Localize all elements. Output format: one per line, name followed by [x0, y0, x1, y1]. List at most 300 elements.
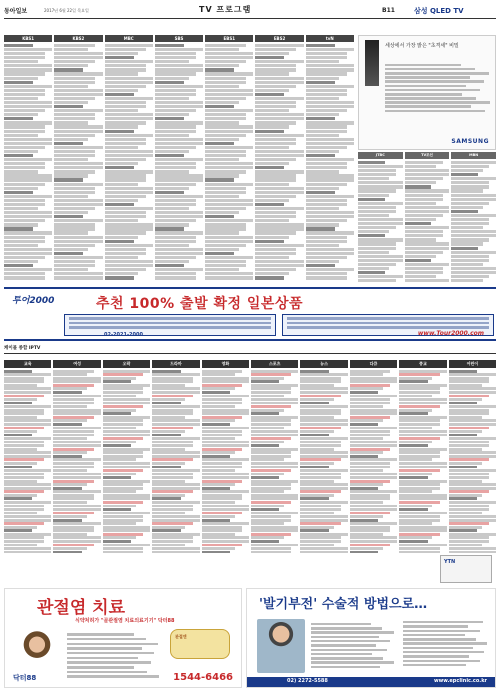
program-line — [155, 252, 203, 255]
program-line — [255, 146, 289, 149]
program-line — [399, 519, 439, 522]
program-line — [255, 117, 303, 120]
program-line — [449, 490, 489, 493]
program-line — [105, 109, 139, 112]
program-line — [202, 533, 235, 536]
program-line — [152, 508, 192, 511]
program-line — [54, 187, 95, 190]
program-line — [53, 451, 86, 454]
terrestrial-schedule-grid — [4, 35, 354, 285]
program-line — [255, 203, 284, 206]
program-line — [306, 207, 340, 210]
program-line — [54, 195, 88, 198]
program-line — [251, 380, 279, 383]
channel-header[interactable]: MBC — [105, 35, 153, 42]
program-line — [155, 199, 196, 202]
program-line — [4, 93, 45, 96]
program-line — [399, 444, 427, 447]
program-line — [4, 451, 51, 454]
program-line — [155, 134, 189, 137]
program-line — [350, 483, 383, 486]
program-line — [358, 230, 389, 233]
program-line — [4, 391, 51, 394]
program-line — [251, 494, 298, 497]
program-line — [152, 387, 199, 390]
program-line — [449, 434, 477, 437]
program-line — [350, 370, 390, 373]
program-line — [105, 183, 139, 186]
program-line — [54, 89, 102, 92]
program-line — [306, 236, 347, 239]
program-line — [306, 276, 347, 279]
program-line — [152, 384, 185, 387]
program-line — [255, 101, 296, 104]
program-line — [103, 526, 150, 529]
program-line — [306, 89, 347, 92]
program-line — [251, 430, 298, 433]
program-line — [205, 72, 253, 75]
program-line — [54, 97, 95, 100]
clinic-phone[interactable]: 02) 2272-5588 — [287, 678, 328, 684]
channel-header[interactable]: 어린이 — [449, 360, 496, 368]
program-line — [205, 60, 246, 63]
channel-header[interactable]: 오락 — [103, 360, 150, 368]
program-line — [255, 268, 296, 271]
program-line — [54, 138, 88, 141]
program-line — [202, 476, 249, 479]
program-line — [350, 529, 390, 532]
program-line — [251, 419, 291, 422]
program-line — [449, 455, 496, 458]
program-line — [306, 146, 347, 149]
program-line — [103, 473, 136, 476]
program-line — [53, 469, 86, 472]
program-line — [205, 195, 239, 198]
program-line — [350, 551, 378, 554]
program-line — [54, 72, 102, 75]
channel-header[interactable]: KBS1 — [4, 35, 52, 42]
tour-headline: 추천 100% 출발 확정 일본상품 — [96, 296, 303, 312]
program-line — [4, 387, 51, 390]
program-line — [451, 234, 496, 237]
program-line — [103, 391, 143, 394]
program-line — [205, 252, 234, 255]
program-line — [449, 402, 477, 405]
program-line — [54, 68, 83, 71]
program-line — [103, 427, 136, 430]
program-line — [155, 276, 196, 279]
program-line — [449, 466, 477, 469]
program-line — [399, 434, 446, 437]
product-name: 관절엔 — [175, 634, 187, 639]
program-line — [53, 462, 93, 465]
program-line — [202, 377, 249, 380]
program-line — [4, 448, 37, 451]
program-line — [202, 494, 242, 497]
program-line — [54, 130, 102, 133]
program-line — [451, 267, 496, 270]
program-line — [105, 105, 146, 108]
program-line — [105, 207, 153, 210]
program-line — [306, 52, 347, 55]
program-line — [306, 72, 347, 75]
program-line — [306, 60, 340, 63]
program-line — [251, 508, 279, 511]
program-line — [105, 97, 153, 100]
program-line — [4, 138, 52, 141]
program-line — [306, 227, 335, 230]
program-line — [405, 218, 436, 221]
program-line — [449, 536, 489, 539]
program-line — [54, 134, 95, 137]
schedule-listing — [251, 368, 298, 585]
program-line — [399, 455, 439, 458]
program-line — [54, 150, 95, 153]
program-line — [255, 109, 289, 112]
program-line — [350, 377, 397, 380]
clinic-ad[interactable] — [246, 588, 496, 688]
program-line — [105, 187, 153, 190]
program-line — [54, 272, 102, 275]
program-line — [105, 244, 153, 247]
program-line — [251, 547, 291, 550]
program-line — [350, 384, 390, 387]
program-line — [251, 505, 284, 508]
program-line — [300, 377, 340, 380]
program-line — [103, 519, 143, 522]
ytn-label: YTN — [444, 559, 456, 565]
program-line — [300, 419, 347, 422]
program-line — [4, 416, 37, 419]
joint-ad-phone[interactable]: 1544-6466 — [173, 672, 233, 683]
program-line — [155, 162, 196, 165]
program-line — [103, 490, 136, 493]
program-line — [205, 101, 239, 104]
program-line — [399, 536, 432, 539]
program-line — [255, 56, 284, 59]
program-line — [202, 466, 242, 469]
program-line — [449, 501, 496, 504]
program-line — [255, 199, 289, 202]
program-line — [105, 89, 139, 92]
program-line — [105, 93, 134, 96]
program-line — [152, 416, 185, 419]
program-line — [358, 259, 403, 262]
program-line — [399, 473, 432, 476]
program-line — [306, 223, 340, 226]
samsung-ad[interactable] — [358, 35, 496, 150]
program-line — [155, 207, 189, 210]
program-line — [251, 448, 298, 451]
program-line — [152, 536, 192, 539]
program-line — [105, 121, 146, 124]
program-line — [399, 391, 439, 394]
program-line — [202, 505, 249, 508]
program-line — [399, 551, 439, 554]
program-line — [103, 409, 136, 412]
program-line — [103, 455, 143, 458]
channel-column — [202, 360, 249, 585]
program-line — [53, 476, 100, 479]
program-line — [255, 81, 303, 84]
program-line — [300, 497, 328, 500]
program-line — [155, 158, 203, 161]
program-line — [251, 519, 291, 522]
program-line — [205, 85, 239, 88]
schedule-listing — [105, 42, 153, 285]
program-line — [300, 455, 347, 458]
program-line — [105, 178, 146, 181]
channel-header[interactable]: KBS2 — [54, 35, 102, 42]
program-line — [103, 476, 131, 479]
program-line — [105, 236, 139, 239]
program-line — [105, 276, 134, 279]
channel-header[interactable]: MBN — [451, 152, 496, 159]
program-line — [4, 101, 52, 104]
program-line — [255, 77, 303, 80]
program-line — [105, 231, 146, 234]
program-line — [255, 178, 296, 181]
program-line — [152, 398, 185, 401]
program-line — [405, 234, 443, 237]
program-line — [53, 373, 86, 376]
program-line — [451, 198, 496, 201]
channel-column — [53, 360, 100, 585]
program-line — [399, 544, 446, 547]
program-line — [405, 210, 450, 213]
program-line — [4, 264, 33, 267]
program-line — [105, 256, 139, 259]
program-line — [306, 97, 340, 100]
program-line — [152, 437, 199, 440]
program-line — [300, 434, 328, 437]
program-line — [105, 142, 146, 145]
program-line — [449, 505, 489, 508]
program-line — [306, 44, 335, 47]
program-line — [103, 497, 150, 500]
program-line — [4, 508, 44, 511]
channel-header[interactable]: 뉴스 — [300, 360, 347, 368]
program-line — [54, 64, 88, 67]
channel-header[interactable]: 다큐 — [350, 360, 397, 368]
program-line — [155, 68, 203, 71]
program-line — [399, 480, 446, 483]
channel-header[interactable]: 드라마 — [152, 360, 199, 368]
program-line — [300, 458, 340, 461]
program-line — [202, 437, 235, 440]
program-line — [399, 462, 446, 465]
program-line — [4, 384, 37, 387]
channel-header[interactable]: SBS — [155, 35, 203, 42]
program-line — [4, 512, 37, 515]
program-line — [350, 480, 390, 483]
program-line — [255, 60, 303, 63]
program-line — [306, 256, 347, 259]
program-line — [152, 419, 199, 422]
program-line — [54, 105, 83, 108]
program-line — [251, 483, 291, 486]
program-line — [53, 473, 100, 476]
program-line — [449, 398, 482, 401]
program-line — [451, 202, 489, 205]
program-line — [451, 189, 482, 192]
program-line — [54, 240, 102, 243]
header-brand-ad: 삼성 QLED TV — [414, 7, 464, 15]
program-line — [103, 551, 143, 554]
program-line — [155, 113, 189, 116]
program-line — [53, 544, 93, 547]
program-line — [449, 540, 489, 543]
program-line — [306, 138, 354, 141]
program-line — [4, 215, 52, 218]
program-line — [202, 522, 249, 525]
channel-header[interactable]: 영화 — [202, 360, 249, 368]
program-line — [4, 170, 38, 173]
program-line — [152, 505, 192, 508]
channel-header[interactable]: 여성 — [53, 360, 100, 368]
program-line — [105, 68, 146, 71]
program-line — [300, 544, 333, 547]
program-line — [300, 416, 333, 419]
program-line — [300, 370, 328, 373]
program-line — [358, 251, 389, 254]
program-line — [54, 223, 95, 226]
program-line — [4, 207, 38, 210]
program-line — [105, 174, 146, 177]
program-line — [105, 227, 153, 230]
program-line — [202, 490, 249, 493]
channel-header[interactable]: tvN — [306, 35, 354, 42]
program-line — [255, 231, 296, 234]
joint-treatment-ad[interactable] — [4, 588, 242, 688]
program-line — [205, 109, 253, 112]
program-line — [399, 469, 439, 472]
program-line — [155, 97, 189, 100]
program-line — [306, 231, 354, 234]
program-line — [202, 480, 242, 483]
program-line — [399, 529, 446, 532]
program-line — [449, 551, 496, 554]
program-line — [53, 427, 100, 430]
program-line — [405, 263, 450, 266]
program-line — [405, 259, 432, 262]
program-line — [255, 44, 303, 47]
program-line — [54, 260, 95, 263]
program-line — [300, 515, 347, 518]
program-line — [202, 441, 249, 444]
program-line — [155, 130, 196, 133]
channel-header[interactable]: JTBC — [358, 152, 403, 159]
program-line — [152, 529, 180, 532]
program-line — [202, 434, 242, 437]
channel-header[interactable]: EBS2 — [255, 35, 303, 42]
program-line — [449, 458, 489, 461]
program-line — [350, 487, 378, 490]
program-line — [152, 526, 185, 529]
program-line — [399, 505, 432, 508]
program-line — [155, 260, 189, 263]
program-line — [103, 505, 136, 508]
program-line — [202, 487, 230, 490]
program-line — [449, 473, 489, 476]
program-line — [405, 169, 450, 172]
program-line — [4, 402, 32, 405]
program-line — [306, 121, 354, 124]
program-line — [202, 409, 249, 412]
program-line — [4, 522, 44, 525]
program-line — [300, 466, 328, 469]
program-line — [306, 125, 347, 128]
program-line — [4, 380, 44, 383]
program-line — [53, 380, 100, 383]
tour-offer-box[interactable] — [64, 314, 276, 336]
program-line — [251, 398, 298, 401]
channel-header[interactable]: 교육 — [4, 360, 51, 368]
program-line — [451, 181, 489, 184]
program-line — [105, 268, 146, 271]
program-line — [4, 405, 51, 408]
program-line — [103, 434, 150, 437]
program-line — [4, 423, 51, 426]
program-line — [105, 85, 146, 88]
program-line — [358, 177, 389, 180]
program-line — [4, 469, 51, 472]
tour-url[interactable]: www.Tour2000.com — [417, 330, 484, 337]
program-line — [399, 395, 432, 398]
program-line — [54, 81, 95, 84]
program-line — [105, 195, 146, 198]
program-line — [300, 483, 347, 486]
channel-header[interactable]: EBS1 — [205, 35, 253, 42]
channel-column — [399, 360, 446, 585]
program-line — [205, 191, 246, 194]
program-line — [205, 117, 246, 120]
program-line — [53, 497, 93, 500]
channel-header[interactable]: 종교 — [399, 360, 446, 368]
program-line — [152, 533, 199, 536]
program-line — [105, 138, 146, 141]
schedule-listing — [451, 159, 496, 285]
program-line — [306, 187, 340, 190]
channel-header[interactable]: 스포츠 — [251, 360, 298, 368]
tour-ad-banner[interactable] — [4, 287, 496, 341]
schedule-listing — [54, 42, 102, 285]
program-line — [306, 183, 347, 186]
program-line — [4, 223, 38, 226]
program-line — [4, 268, 52, 271]
program-line — [103, 416, 150, 419]
program-line — [53, 395, 100, 398]
program-line — [155, 272, 196, 275]
program-line — [306, 93, 347, 96]
program-line — [300, 529, 328, 532]
program-line — [202, 515, 235, 518]
program-line — [103, 423, 143, 426]
program-line — [300, 505, 340, 508]
program-line — [350, 380, 397, 383]
program-line — [202, 384, 242, 387]
program-line — [4, 89, 45, 92]
program-line — [202, 508, 249, 511]
program-line — [205, 68, 234, 71]
program-line — [399, 526, 446, 529]
program-line — [4, 154, 33, 157]
clinic-url[interactable]: www.epclinic.co.kr — [433, 678, 487, 684]
program-line — [54, 199, 102, 202]
channel-header[interactable]: TV조선 — [405, 152, 450, 159]
program-line — [306, 77, 340, 80]
program-line — [205, 81, 246, 84]
